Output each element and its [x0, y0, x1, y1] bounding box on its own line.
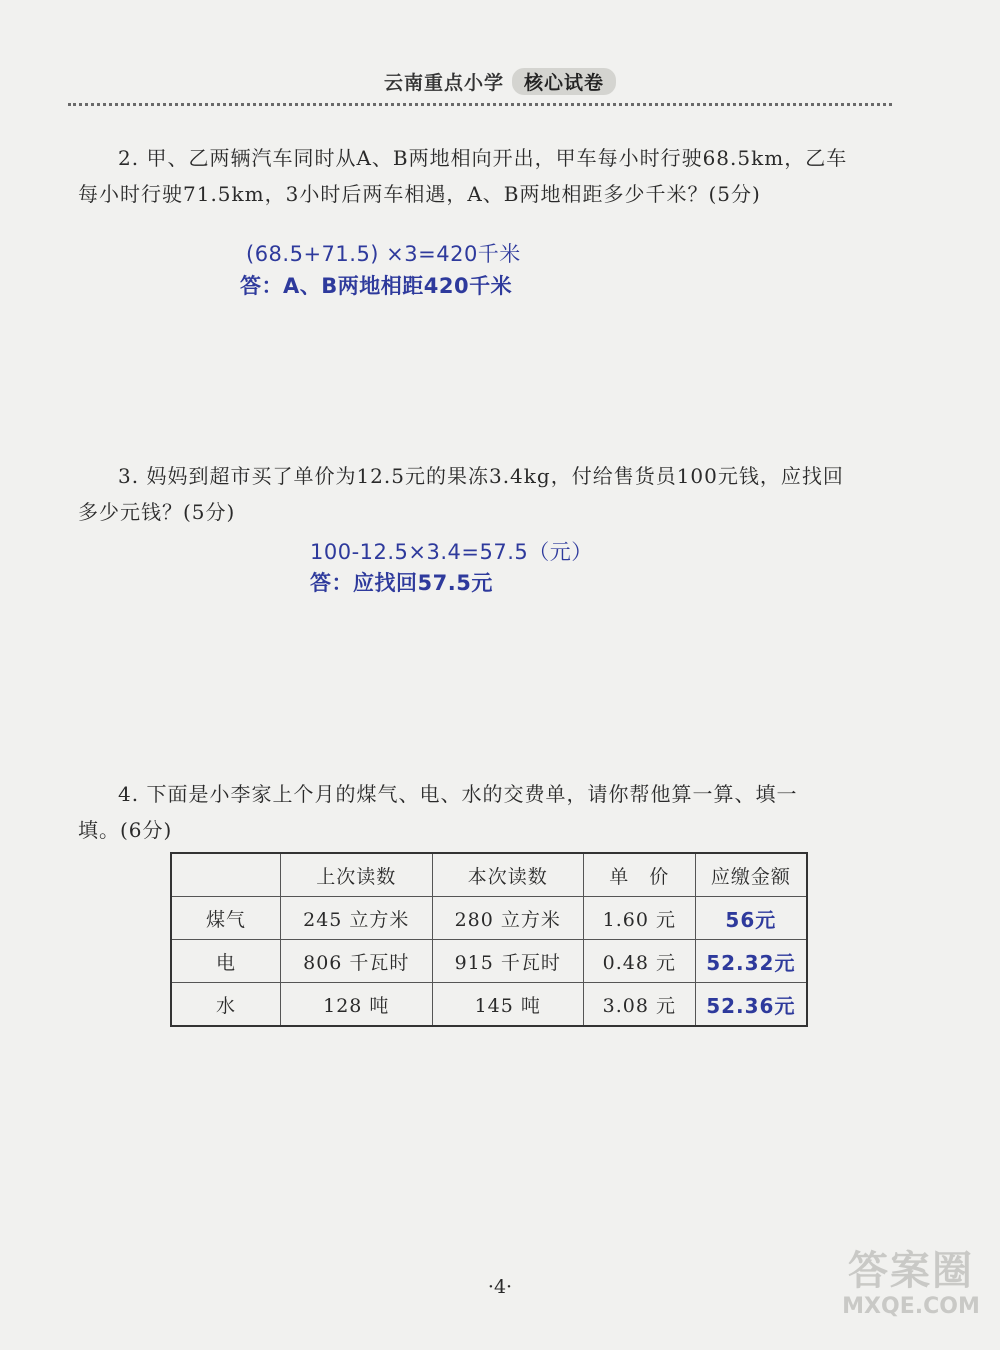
- question-2-answer: 答：A、B两地相距420千米: [240, 274, 513, 298]
- table-cell-answer: 52.32元: [695, 940, 807, 983]
- table-cell: 0.48 元: [583, 940, 695, 983]
- table-cell: 3.08 元: [583, 983, 695, 1027]
- header-series-badge: 核心试卷: [512, 68, 616, 95]
- table-cell: 128 吨: [281, 983, 432, 1027]
- utility-bill-table: [170, 852, 808, 1027]
- table-cell: 806 千瓦时: [281, 940, 432, 983]
- table-cell: 1.60 元: [583, 897, 695, 940]
- watermark-url: MXQE.COM: [842, 1294, 980, 1319]
- table-header-cell: 上次读数: [281, 853, 432, 897]
- table-row: [171, 983, 807, 1027]
- table-cell: 280 立方米: [432, 897, 583, 940]
- table-cell-answer: 56元: [695, 897, 807, 940]
- table-header-cell: [171, 853, 281, 897]
- question-4-line-1: 4. 下面是小李家上个月的煤气、电、水的交费单，请你帮他算一算、填一: [118, 782, 798, 806]
- table-row: [171, 940, 807, 983]
- header-dotted-divider: [68, 103, 892, 106]
- table-cell: 915 千瓦时: [432, 940, 583, 983]
- watermark-logo: [826, 1248, 996, 1320]
- table-cell: 煤气: [171, 897, 281, 940]
- question-3-line-2: 多少元钱？(5分): [78, 500, 236, 524]
- question-3-answer: 答：应找回57.5元: [310, 571, 493, 595]
- question-2-line-2: 每小时行驶71.5km，3小时后两车相遇，A、B两地相距多少千米？(5分): [78, 182, 761, 206]
- question-3-calculation: 100-12.5×3.4=57.5（元）: [310, 540, 593, 564]
- table-header-cell: 本次读数: [432, 853, 583, 897]
- header-school: 云南重点小学: [383, 72, 504, 94]
- question-2-calculation: (68.5+71.5) ×3=420千米: [246, 242, 521, 266]
- page-number: ·4·: [487, 1276, 513, 1298]
- table-header-row: [171, 853, 807, 897]
- table-header-cell: 应缴金额: [695, 853, 807, 897]
- question-4-line-2: 填。(6分): [78, 818, 173, 842]
- question-3-line-1: 3. 妈妈到超市买了单价为12.5元的果冻3.4kg，付给售货员100元钱，应找回: [118, 464, 844, 488]
- table-cell-answer: 52.36元: [695, 983, 807, 1027]
- table-cell: 电: [171, 940, 281, 983]
- table-row: [171, 897, 807, 940]
- table-cell: 水: [171, 983, 281, 1027]
- table-cell: 145 吨: [432, 983, 583, 1027]
- question-4: [78, 776, 913, 848]
- watermark-title: 答案圈: [848, 1248, 974, 1294]
- page-header: [0, 68, 1000, 95]
- table-header-cell: 单 价: [583, 853, 695, 897]
- question-3: [78, 458, 913, 530]
- question-2-line-1: 2. 甲、乙两辆汽车同时从A、B两地相向开出，甲车每小时行驶68.5km，乙车: [118, 146, 848, 170]
- question-2: [78, 140, 913, 212]
- table-cell: 245 立方米: [281, 897, 432, 940]
